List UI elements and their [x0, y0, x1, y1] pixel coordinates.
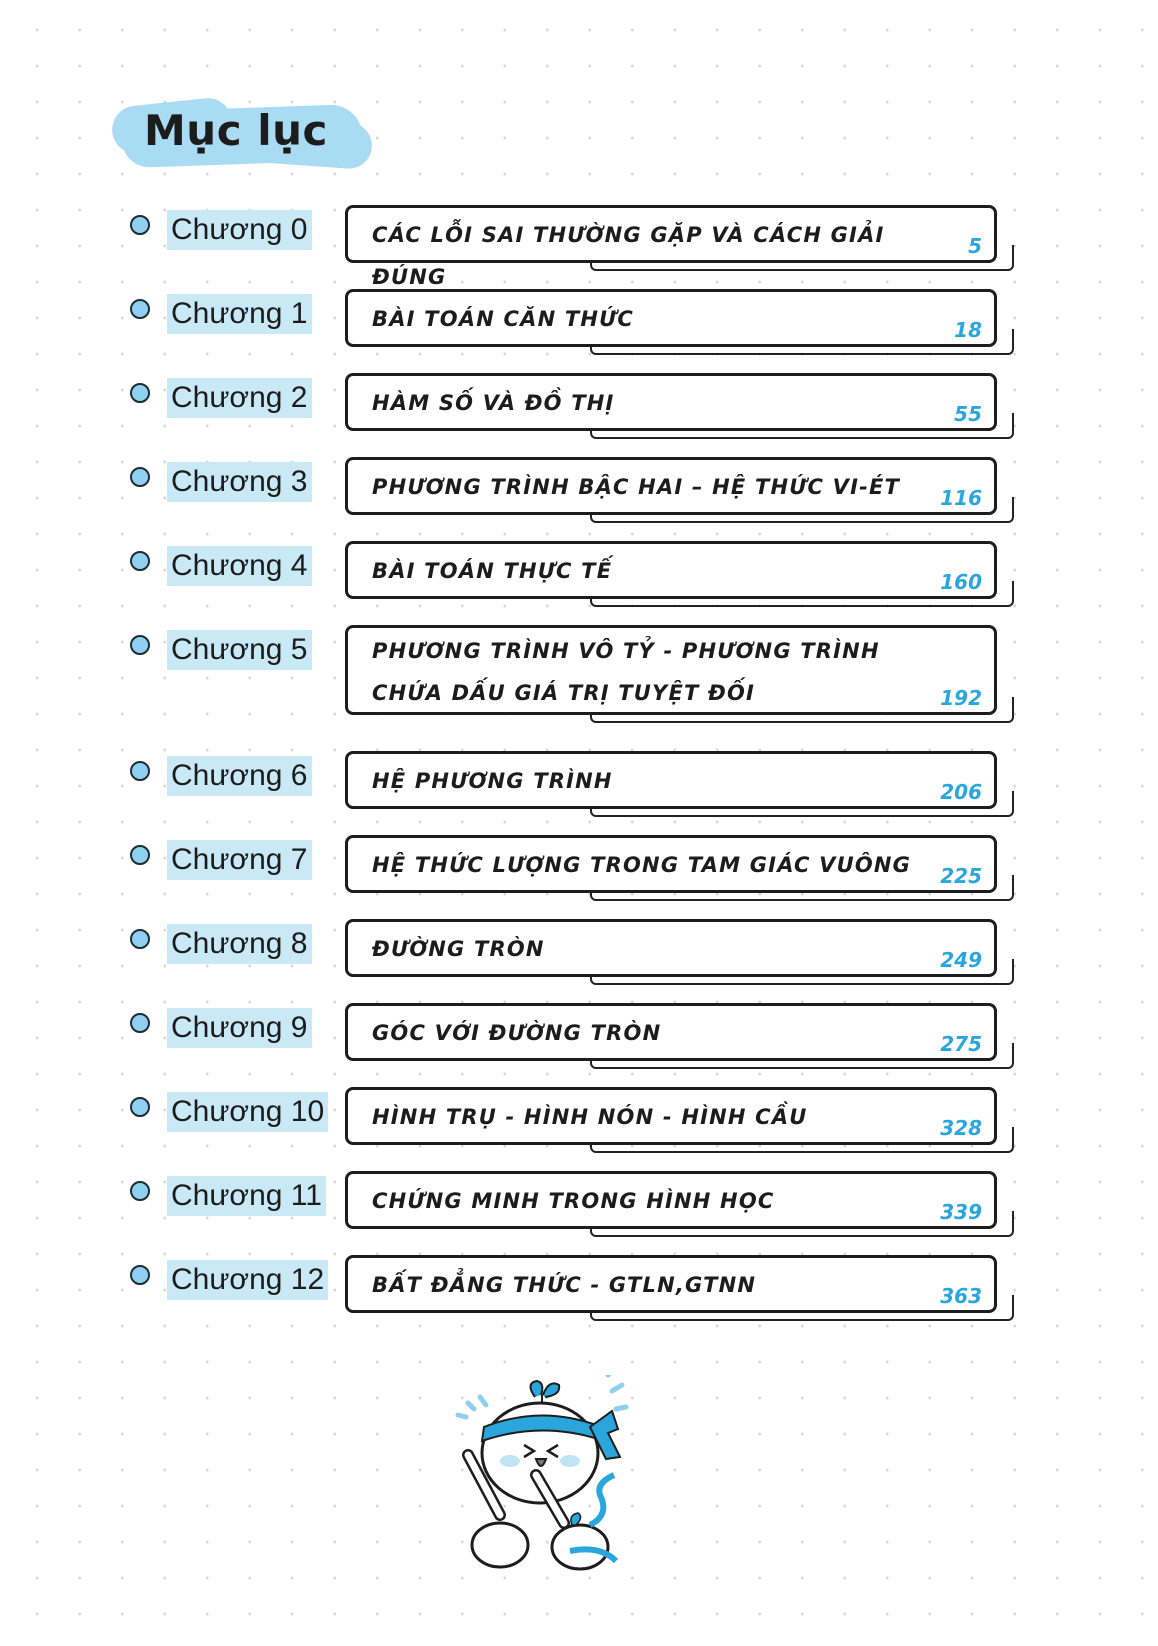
chapter-title: BÀI TOÁN THỰC TẾ	[372, 559, 613, 583]
page-number[interactable]: 18	[954, 318, 982, 342]
page-title: Mục lục	[144, 106, 328, 155]
bullet-circle-icon	[130, 1265, 150, 1285]
bullet-circle-icon	[130, 1181, 150, 1201]
chapter-title: HÀM SỐ VÀ ĐỒ THỊ	[372, 391, 615, 415]
chapter-label: Chương 4	[167, 546, 312, 586]
chapter-title: BẤT ĐẲNG THỨC - GTLN,GTNN	[372, 1273, 757, 1297]
chapter-title: ĐƯỜNG TRÒN	[372, 937, 545, 961]
chapter-title: CÁC LỖI SAI THƯỜNG GẶP VÀ CÁCH GIẢI ĐÚNG	[372, 223, 885, 289]
chapter-title: GÓC VỚI ĐƯỜNG TRÒN	[372, 1021, 662, 1045]
chapter-label: Chương 7	[167, 840, 312, 880]
chapter-label: Chương 8	[167, 924, 312, 964]
page-number[interactable]: 225	[940, 864, 982, 888]
chapter-label: Chương 10	[167, 1092, 328, 1132]
bullet-circle-icon	[130, 635, 150, 655]
chapter-title: HỆ PHƯƠNG TRÌNH	[372, 769, 613, 793]
chapter-title-box[interactable]	[345, 751, 997, 809]
bullet-circle-icon	[130, 845, 150, 865]
chapter-label: Chương 6	[167, 756, 312, 796]
chapter-title-box[interactable]	[345, 373, 997, 431]
bullet-circle-icon	[130, 383, 150, 403]
chapter-label: Chương 1	[167, 294, 312, 334]
chapter-title-box[interactable]	[345, 1255, 997, 1313]
chapter-title-box[interactable]	[345, 835, 997, 893]
chapter-title: HÌNH TRỤ - HÌNH NÓN - HÌNH CẦU	[372, 1105, 808, 1129]
page-number[interactable]: 363	[940, 1284, 982, 1308]
chapter-title-box[interactable]	[345, 289, 997, 347]
chapter-title-box[interactable]	[345, 919, 997, 977]
page-number[interactable]: 55	[954, 402, 982, 426]
chapter-title-box[interactable]	[345, 541, 997, 599]
page-number[interactable]: 328	[940, 1116, 982, 1140]
page-number[interactable]: 116	[940, 486, 982, 510]
bullet-circle-icon	[130, 299, 150, 319]
chapter-title-box[interactable]	[345, 1171, 997, 1229]
chapter-label: Chương 0	[167, 210, 312, 250]
page-number[interactable]: 206	[940, 780, 982, 804]
bullet-circle-icon	[130, 551, 150, 571]
chapter-label: Chương 5	[167, 630, 312, 670]
page-title-banner	[112, 96, 372, 176]
page-number[interactable]: 249	[940, 948, 982, 972]
bullet-circle-icon	[130, 929, 150, 949]
chapter-title-box[interactable]	[345, 457, 997, 515]
bullet-circle-icon	[130, 1097, 150, 1117]
chapter-title: BÀI TOÁN CĂN THỨC	[372, 307, 635, 331]
bullet-circle-icon	[130, 215, 150, 235]
chapter-title-box[interactable]	[345, 1087, 997, 1145]
page-number[interactable]: 339	[940, 1200, 982, 1224]
page-number[interactable]: 192	[940, 686, 982, 710]
chapter-label: Chương 2	[167, 378, 312, 418]
bullet-circle-icon	[130, 761, 150, 781]
chapter-title: CHỨNG MINH TRONG HÌNH HỌC	[372, 1189, 775, 1213]
chapter-label: Chương 11	[167, 1176, 326, 1216]
mascot-cheering-icon	[440, 1375, 680, 1575]
chapter-title-box[interactable]	[345, 1003, 997, 1061]
bullet-circle-icon	[130, 467, 150, 487]
chapter-label: Chương 3	[167, 462, 312, 502]
chapter-title-box[interactable]	[345, 625, 997, 715]
page-number[interactable]: 160	[940, 570, 982, 594]
page-number[interactable]: 5	[968, 234, 982, 258]
chapter-label: Chương 9	[167, 1008, 312, 1048]
chapter-title-box[interactable]	[345, 205, 997, 289]
chapter-label: Chương 12	[167, 1260, 328, 1300]
chapter-title: PHƯƠNG TRÌNH VÔ TỶ - PHƯƠNG TRÌNH CHỨA DẤU GIÁ TRỊ TUYỆT ĐỐI	[372, 639, 880, 705]
page-number[interactable]: 275	[940, 1032, 982, 1056]
bullet-circle-icon	[130, 1013, 150, 1033]
chapter-title: HỆ THỨC LƯỢNG TRONG TAM GIÁC VUÔNG	[372, 853, 912, 877]
chapter-title: PHƯƠNG TRÌNH BẬC HAI – HỆ THỨC VI-ÉT	[372, 475, 901, 499]
